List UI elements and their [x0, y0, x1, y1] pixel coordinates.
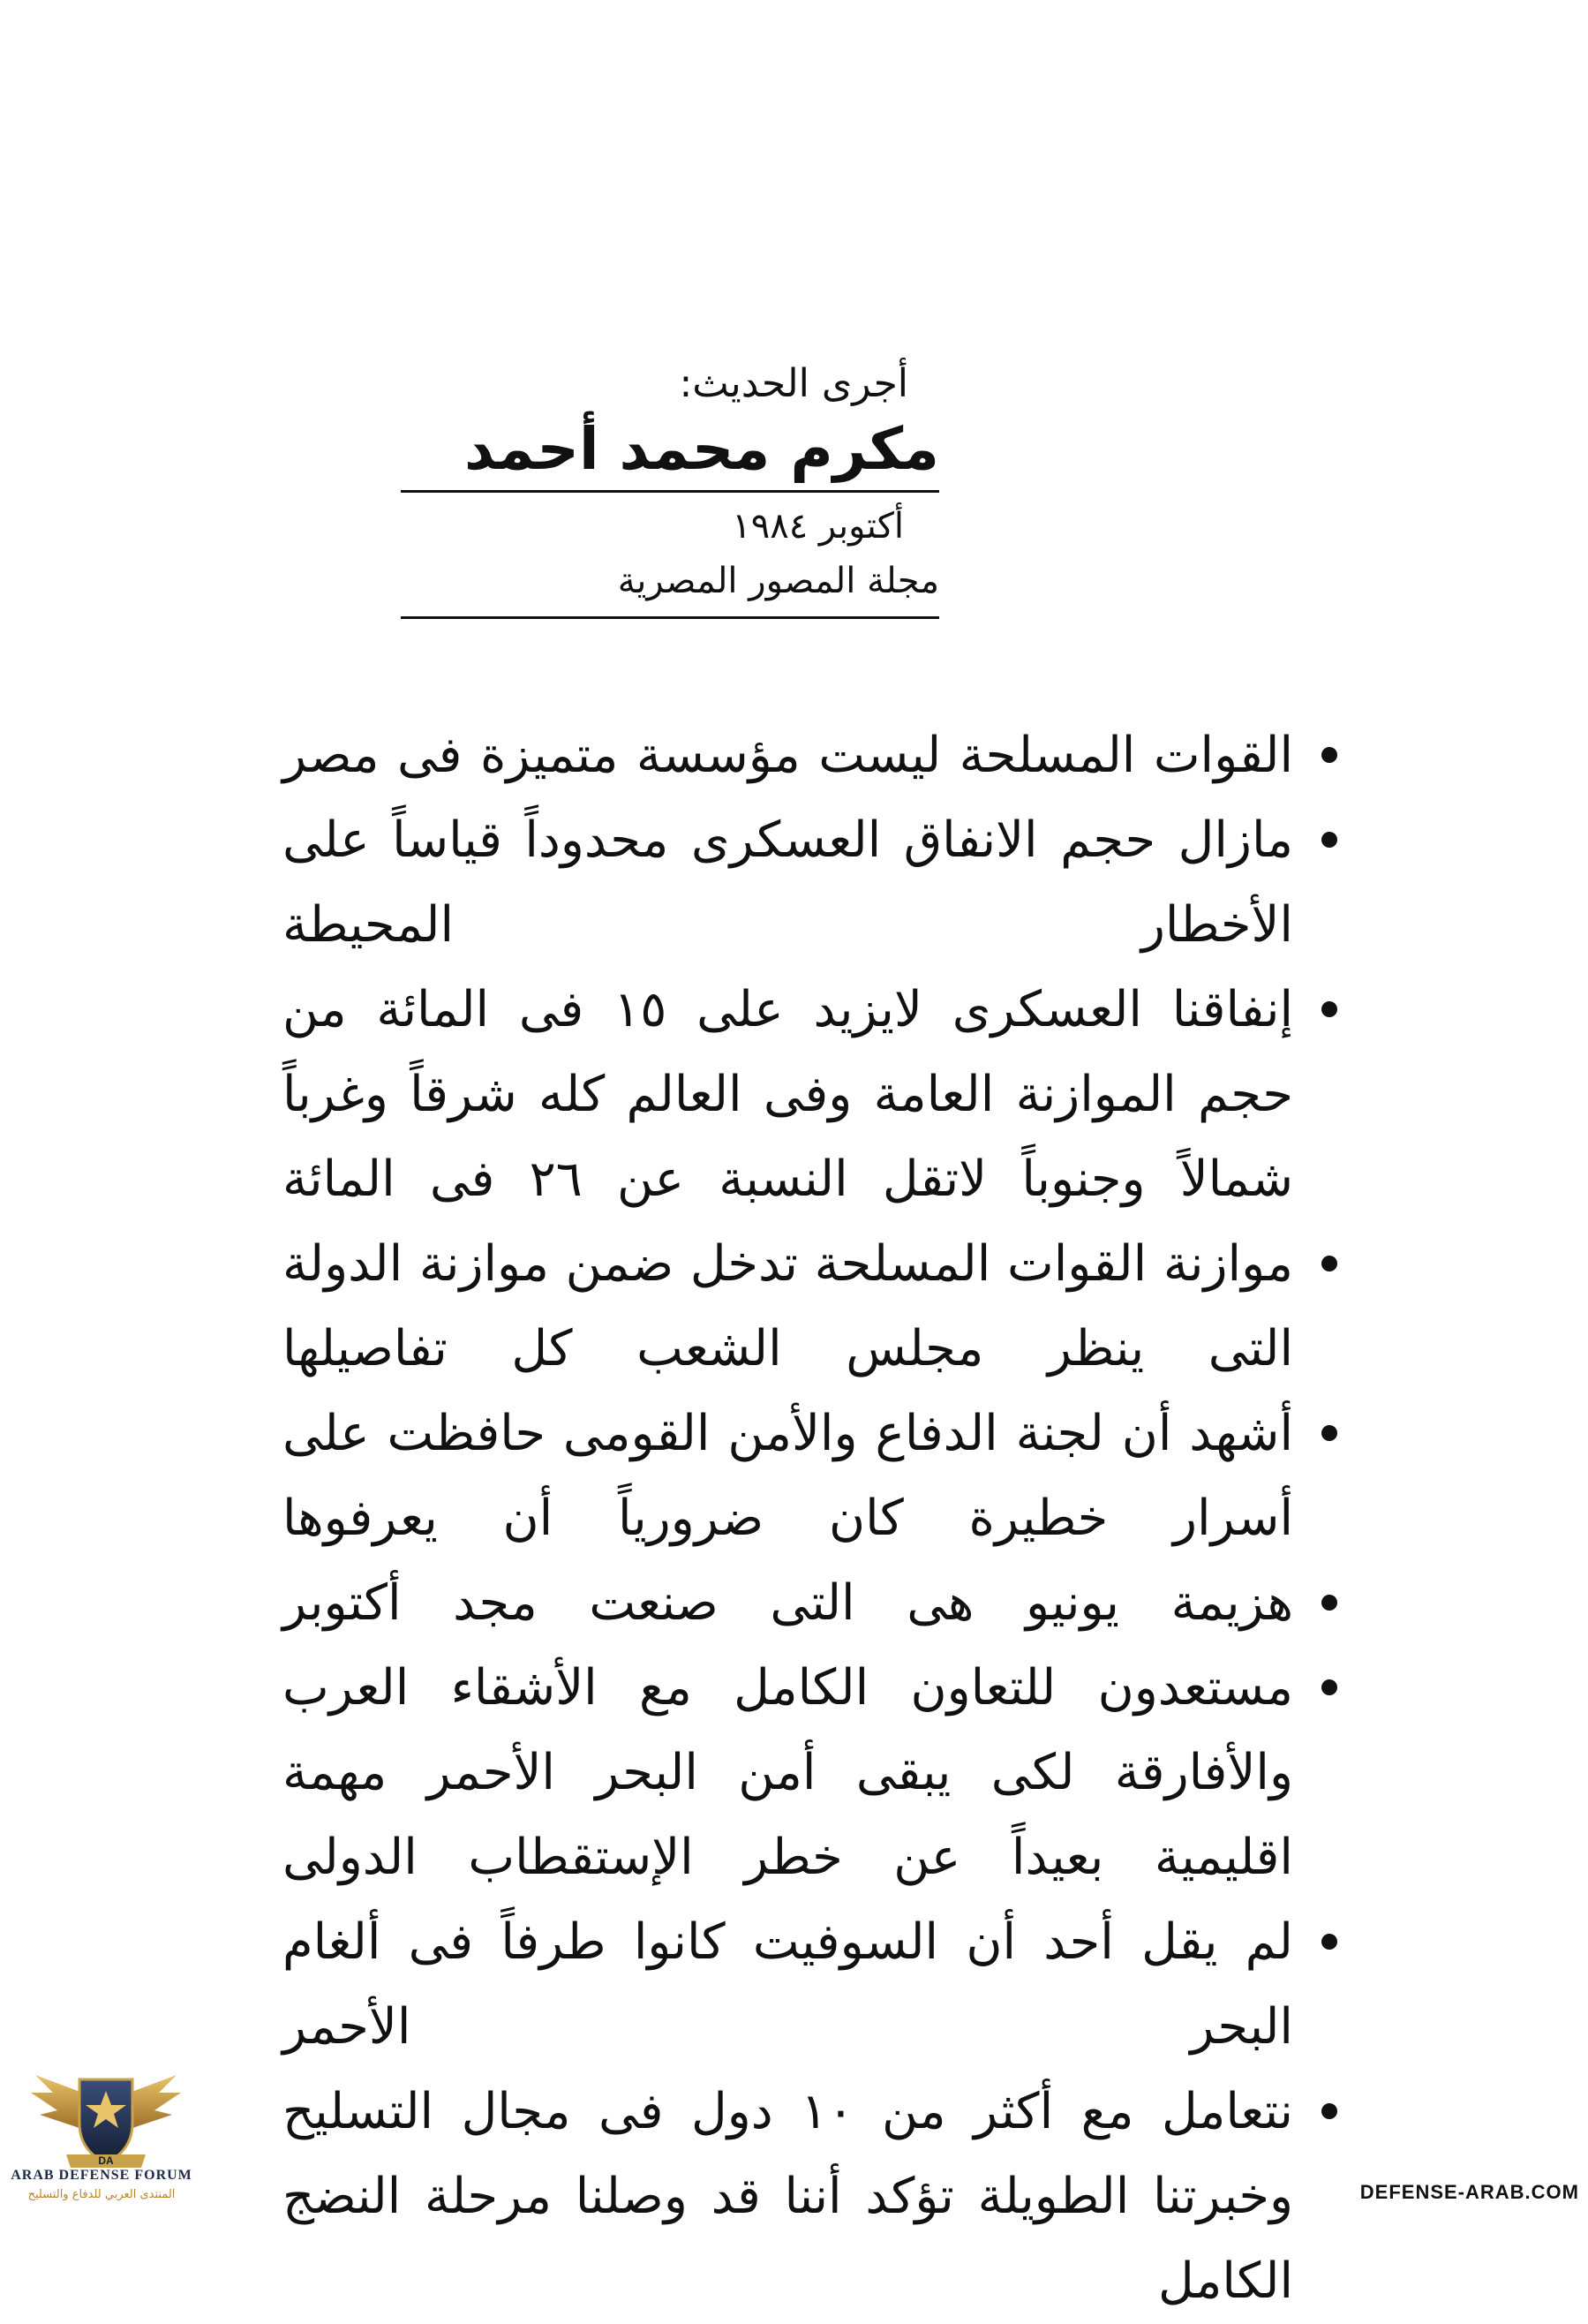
interview-header: [401, 358, 939, 619]
headline-item: [282, 1222, 1337, 1392]
bullet-icon: [1321, 1934, 1337, 1950]
logo-title: ARAB DEFENSE FORUM: [11, 2168, 192, 2183]
website-watermark: DEFENSE-ARAB.COM: [1359, 2181, 1579, 2203]
headline-text: موازنة القوات المسلحة تدخل ضمن موازنة الدولة التى ينظر مجلس الشعب كل تفاصيلها: [282, 1235, 1293, 1377]
headline-item: [282, 1900, 1337, 2070]
bullet-icon: [1321, 2103, 1337, 2119]
headline-text: أشهد أن لجنة الدفاع والأمن القومى حافظت على أسرار خطيرة كان ضرورياً أن يعرفوها: [282, 1405, 1293, 1547]
publication-source: مجلة المصور المصرية: [401, 556, 939, 619]
bullet-icon: [1321, 1256, 1337, 1271]
headline-text: هزيمة يونيو هى التى صنعت مجد أكتوبر: [282, 1574, 1293, 1632]
headline-text: نتعامل مع أكثر من ١٠ دول فى مجال التسليح وخبرتنا الطويلة تؤكد أننا قد وصلنا مرحلة النضج الكامل: [282, 2083, 1293, 2310]
headline-text: مستعدون للتعاون الكامل مع الأشقاء العرب والأفارقة لكى يبقى أمن البحر الأحمر مهمة اقليمية بعيداً عن خطر الإستقطاب الدولى: [282, 1659, 1293, 1886]
bullet-icon: [1321, 1595, 1337, 1611]
headline-item: [282, 798, 1337, 968]
headline-text: لم يقل أحد أن السوفيت كانوا طرفاً فى ألغام البحر الأحمر: [282, 1913, 1293, 2056]
logo-subtitle: المنتدى العربي للدفاع والتسليح: [27, 2188, 176, 2201]
logo-mark-text: DA: [98, 2154, 114, 2167]
headline-item: [282, 968, 1337, 1222]
headline-item: [282, 713, 1337, 798]
headline-text: القوات المسلحة ليست مؤسسة متميزة فى مصر: [282, 727, 1293, 784]
headline-list: [282, 713, 1337, 2324]
bullet-icon: [1321, 1425, 1337, 1441]
headline-item: [282, 1392, 1337, 1561]
headline-item: [282, 1646, 1337, 1900]
headline-item: [282, 1561, 1337, 1646]
headline-text: إنفاقنا العسكرى لايزيد على ١٥ فى المائة من حجم الموازنة العامة وفى العالم كله شرقاً وغرباً شمالاً وجنوباً لاتقل النسبة عن ٢٦ فى المائة: [282, 981, 1294, 1208]
headline-item: [282, 2070, 1337, 2324]
bullet-icon: [1321, 747, 1337, 763]
publication-date: أكتوبر ١٩٨٤: [732, 506, 904, 547]
bullet-icon: [1321, 832, 1337, 848]
interviewer-name: مكرم محمد أحمد: [401, 414, 939, 493]
headline-text: مازال حجم الانفاق العسكرى محدوداً قياساً على الأخطار المحيطة: [282, 811, 1293, 954]
interview-label: أجرى الحديث:: [679, 361, 908, 406]
bullet-icon: [1321, 1679, 1337, 1695]
bullet-icon: [1321, 1001, 1337, 1017]
